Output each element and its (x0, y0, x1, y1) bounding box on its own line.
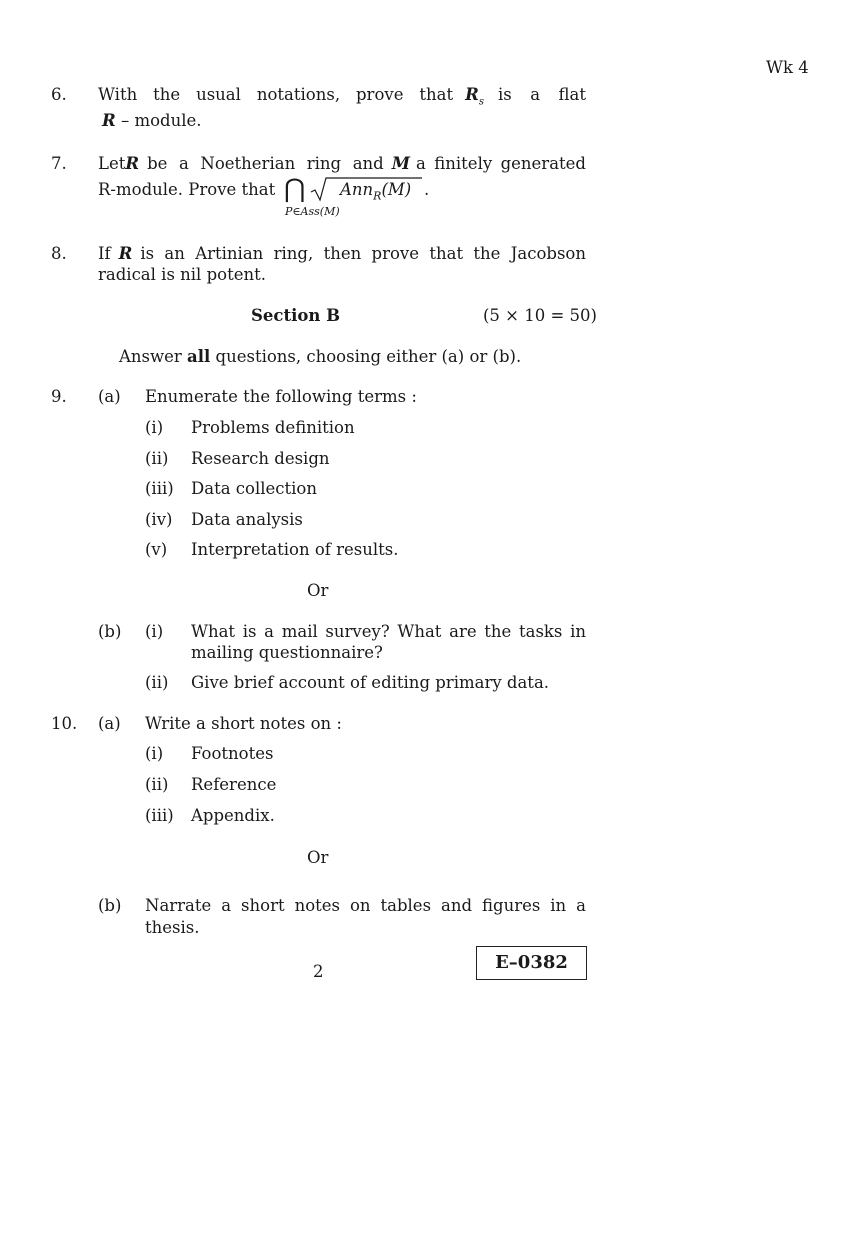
q7-period: . (424, 180, 430, 199)
question-number: 7. (51, 154, 67, 173)
page-number: 2 (313, 962, 324, 981)
item-text: Interpretation of results. (191, 540, 399, 559)
item-text: Appendix. (191, 806, 275, 825)
part-label: (a) (98, 387, 121, 406)
q6-line1 (98, 85, 586, 107)
item-number: (ii) (145, 449, 169, 468)
item-number: (i) (145, 622, 164, 641)
part-label: (b) (98, 622, 122, 641)
question-number: 6. (51, 85, 67, 104)
item-text: Reference (191, 775, 277, 794)
part-label: (a) (98, 714, 121, 733)
item-text: Data analysis (191, 510, 303, 529)
q7-line1: Let R be a Noetherian ring and M a finitely generated (98, 154, 586, 173)
item-text: What is a mail survey? What are the tasks in (191, 622, 586, 641)
q10b-text: Narrate a short notes on tables and figures in a (145, 896, 586, 915)
q8-line1: If R is an Artinian ring, then prove that the Jacobson (98, 244, 586, 263)
q6-text-tail: is a flat (498, 85, 586, 104)
question-number: 9. (51, 387, 67, 406)
question-number: 8. (51, 244, 67, 263)
item-number: (ii) (145, 775, 169, 794)
intersection-subscript: P∈Ass(M) (285, 205, 340, 218)
item-number: (iii) (145, 479, 174, 498)
item-text: Give brief account of editing primary data. (191, 673, 550, 692)
q9a-text: Enumerate the following terms : (145, 387, 417, 406)
week-label: Wk 4 (766, 58, 809, 77)
item-number: (iii) (145, 806, 174, 825)
q10a-text: Write a short notes on : (145, 714, 342, 733)
item-text: mailing questionnaire? (191, 643, 383, 662)
item-number: (i) (145, 744, 164, 763)
section-title: Section B (251, 306, 341, 325)
question-number: 10. (51, 714, 78, 733)
item-number: (v) (145, 540, 168, 559)
item-text: Problems definition (191, 418, 355, 437)
intersection-symbol: ⋂ (284, 174, 306, 204)
item-number: (iv) (145, 510, 173, 529)
item-text: Research design (191, 449, 330, 468)
item-number: (i) (145, 418, 164, 437)
section-marks: (5 × 10 = 50) (483, 306, 597, 325)
item-text: Data collection (191, 479, 317, 498)
q10b-text: thesis. (145, 918, 200, 937)
part-label: (b) (98, 896, 122, 915)
q7-line2: R-module. Prove that (98, 180, 276, 199)
q8-line2: radical is nil potent. (98, 265, 266, 284)
item-number: (ii) (145, 673, 169, 692)
item-text: Footnotes (191, 744, 274, 763)
radicand: Ann$_R$(M) (340, 180, 412, 203)
or-divider: Or (307, 848, 329, 867)
q6-symbol: $R_s$ (465, 85, 484, 108)
or-divider: Or (307, 581, 329, 600)
exam-code-box: E–0382 (476, 946, 587, 980)
q6-text: With the usual notations, prove that (98, 85, 454, 104)
section-instructions: Answer all questions, choosing either (a) or (b). (119, 347, 522, 366)
q6-line2: R – module. (102, 111, 202, 130)
